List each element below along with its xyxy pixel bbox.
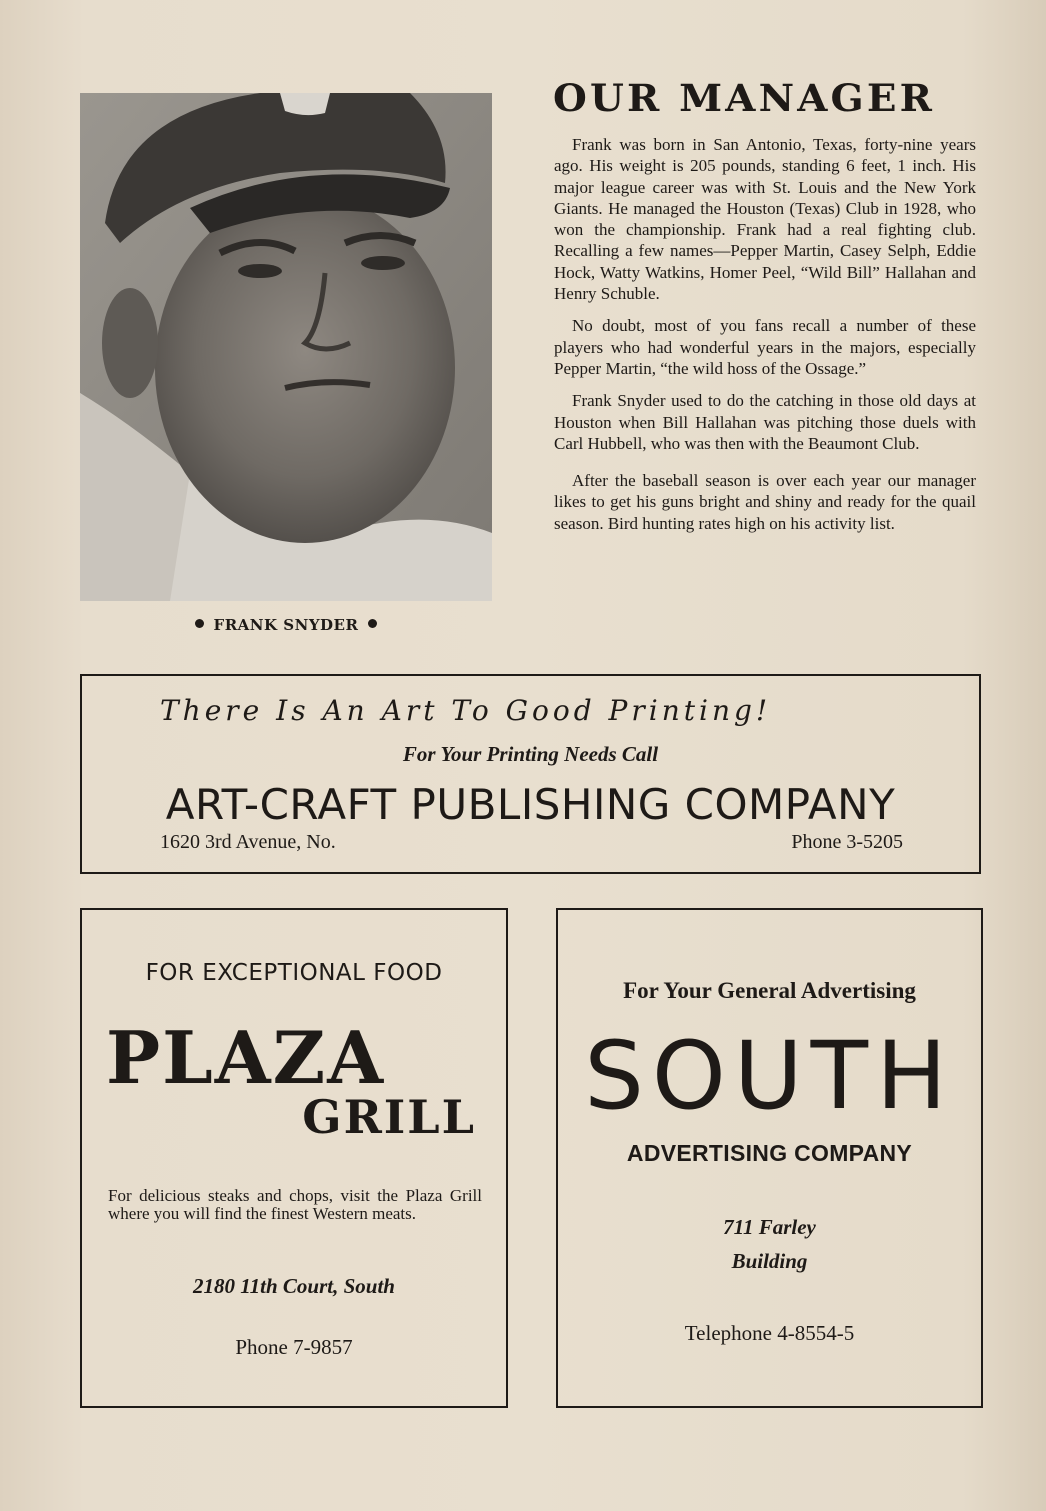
article-paragraph: Frank was born in San Antonio, Texas, forty-nine years ago. His weight is 205 pounds, standing 6 feet, 1 inch. His major league career was with St. Louis and the New York Giants. He managed the Houston (Texas) Club in 1928, who won the championship. Frank had a real fighting club. Recalling a few names—Pepper Martin, Casey Selph, Eddie Hock, Watty Watkins, Homer Peel, “Wild Bill” Hallahan and Henry Schuble.	[554, 135, 976, 304]
bullet-icon	[368, 619, 377, 628]
plaza-grill-ad	[80, 908, 508, 1408]
south-address-line1: 711 Farley	[723, 1215, 816, 1239]
article-paragraph: Frank Snyder used to do the catching in those old days at Houston when Bill Hallahan was pitching those duels with Carl Hubbell, who was then with the Beaumont Club.	[554, 391, 976, 453]
printing-address: 1620 3rd Avenue, No.	[160, 831, 336, 853]
south-phone: Telephone 4-8554-5	[684, 1321, 855, 1345]
south-address-line2: Building	[731, 1249, 808, 1273]
printing-ad	[80, 674, 981, 874]
printing-slogan: There Is An Art To Good Printing!	[160, 694, 772, 727]
south-company: ADVERTISING COMPANY	[626, 1140, 913, 1166]
bullet-icon	[195, 619, 204, 628]
printing-subline: For Your Printing Needs Call	[402, 742, 659, 766]
printing-phone: Phone 3-5205	[791, 831, 903, 853]
printing-company: ART-CRAFT PUBLISHING COMPANY	[165, 780, 896, 829]
south-advertising-ad	[556, 908, 983, 1408]
south-name: SOUTH	[584, 1022, 955, 1131]
plaza-name: PLAZA	[106, 1015, 386, 1100]
grill-name: GRILL	[302, 1090, 476, 1144]
manager-article	[554, 134, 976, 545]
caption-text: FRANK SNYDER	[213, 616, 359, 634]
manager-photo	[80, 93, 492, 601]
plaza-address: 2180 11th Court, South	[193, 1274, 395, 1298]
plaza-phone: Phone 7-9857	[235, 1335, 353, 1359]
plaza-tagline: FOR EXCEPTIONAL FOOD	[145, 960, 443, 986]
south-tagline: For Your General Advertising	[623, 978, 916, 1003]
plaza-description: For delicious steaks and chops, visit the Plaza Grill where you will find the finest Western meats.	[108, 1186, 482, 1223]
photo-caption	[80, 616, 492, 634]
article-paragraph: No doubt, most of you fans recall a number of these players who had wonderful years in the majors, especially Pepper Martin, “the wild hoss of the Ossage.”	[554, 316, 976, 378]
page-title: OUR MANAGER	[553, 76, 936, 120]
article-paragraph: After the baseball season is over each year our manager likes to get his guns bright and shiny and ready for the quail season. Bird hunting rates high on his activity list.	[554, 471, 976, 533]
